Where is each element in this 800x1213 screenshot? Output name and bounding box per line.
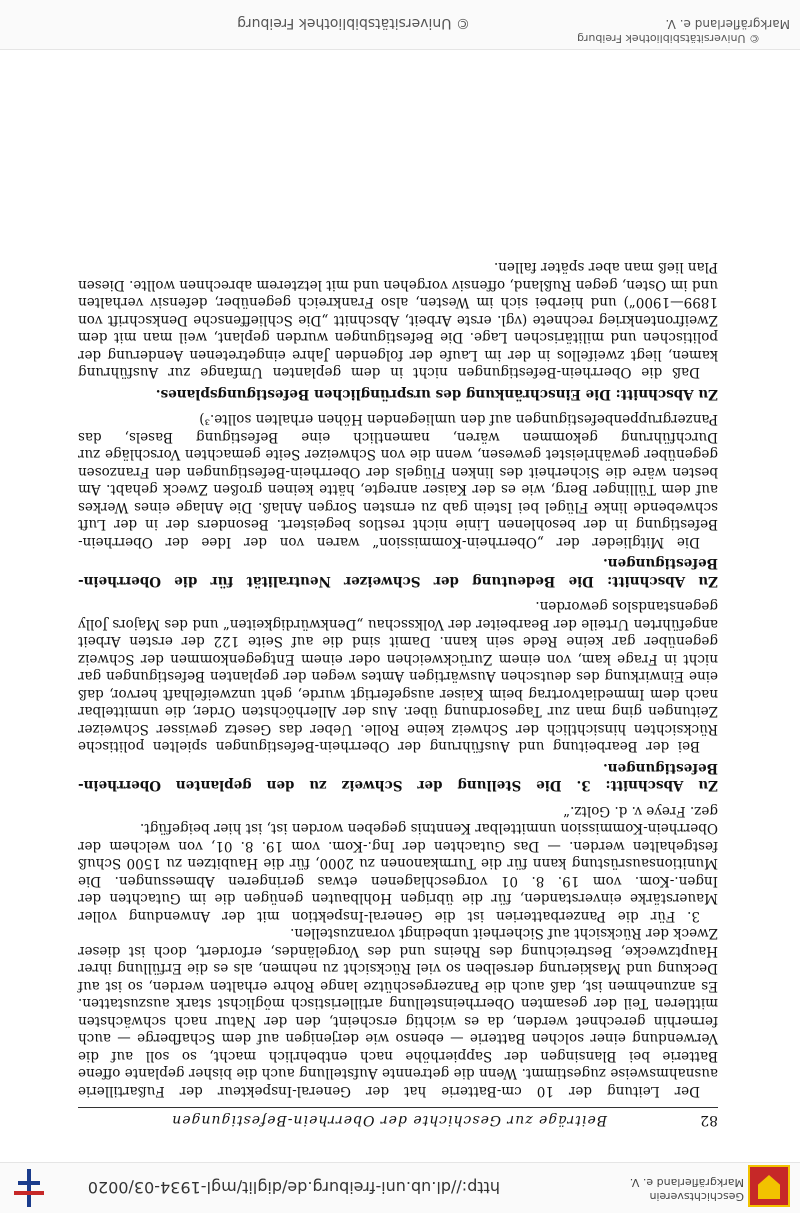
section-heading: Zu Abschnitt: Die Einschränkung des ursprünglichen Befestigungsplanes. bbox=[155, 386, 718, 402]
paragraph: Der Leitung der 10 cm-Batterie hat der General-Inspekteur der Fußartillerie ausnahmsweise zugestimmt. Wenn die getrennte Aufstellung auch die bisher geplante offene Batterie bei Blansingen der Sappierhöhe nach entbehrlich macht, so soll auf die Verwendung einer solchen Batterie — ebenso wie derjenigen auf dem Schafberge — auch fernerhin gerechnet werden, da es wichtig erscheint, den der Natur nach schwächsten mittleren Teil der gesamten Oberrheinstellung artilleristisch möglichst stark auszustatten. Es anzunehmen ist, daß auch die Panzergeschütze lange Rohre erhalten werden, so ist auf Deckung und Maskierung derselben so viel Rücksicht zu nehmen, als es die Erfüllung ihrer Hauptzwecke, Bestreichung des Rheins und des Vorgeländes, erfordert, doch ist dieser Zweck der Rücksicht auf Sicherheit unbedingt voranzustellen. bbox=[78, 925, 718, 1099]
society-crest-icon bbox=[748, 1165, 790, 1207]
paragraph: Bei der Bearbeitung und Ausführung der Oberrhein-Befestigungen spielten politische Rücksichten hinsichtlich der Schweiz keine Rolle. Ueber das Gesetz gewisser Schweizer Zeitungen ging man zur Tagesordnung über. Aus der Allerhöchsten Order, die unmittelbar nach dem Immediatvortrag beim Kaiser ausgefertigt wurde, geht unzweifelhaft hervor, daß eine Einwirkung des deutschen Auswärtigen Amtes wegen der geplanten Befestigungen gar nicht in Frage kam, von einem Zurückweichen oder einem Entgegenkommen der Schweiz gegenüber gar keine Rede sein kann. Damit sind die auf Seite 122 der ersten Arbeit angeführten Urteile der Bearbeiter der Volksschau „Denkwürdigkeiten“ und des Majors Jolly gegenstandslos geworden. bbox=[78, 598, 718, 755]
page-header bbox=[78, 1107, 718, 1128]
page-number: 82 bbox=[700, 1112, 718, 1128]
running-title: Beiträge zur Geschichte der Oberrhein-Befestigungen bbox=[171, 1112, 607, 1128]
signature: gez. Freye v. d. Goltz.“ bbox=[563, 803, 718, 819]
library-name-top-strip: © Universitätsbibliothek Freiburg bbox=[577, 32, 760, 45]
society-name-bottom: Markgräflerland e. V. bbox=[665, 17, 790, 31]
text-body bbox=[78, 258, 718, 1099]
society-name: Geschichtsverein Markgräflerland e. V. bbox=[629, 1176, 744, 1203]
university-library-logo-icon bbox=[14, 1169, 44, 1207]
library-copyright: © Universitätsbibliothek Freiburg bbox=[237, 15, 470, 31]
page-content bbox=[78, 258, 718, 1128]
paragraph: Daß die Oberrhein-Befestigungen nicht in dem geplanten Umfange zur Ausführung kamen, liegt zweifellos in der im Laufe der folgenden Jahre eingetretenen Aenderung der politischen und militärischen Lage. Die Befestigungen wurden geplant, weil man mit dem Zweifrontenkrieg rechnete (vgl. erste Arbeit, Abschnitt „Die Schlieffensche Denkschrift von 1899—1900“) und hierbei sich im Westen, also Frankreich gegenüber, defensiv verhalten und im Osten, gegen Rußland, offensiv vorgehen und mit letzterem abrechnen wollte. Diesen Plan ließ man aber später fallen. bbox=[78, 259, 718, 381]
library-bar-bottom bbox=[0, 0, 800, 50]
signature-line bbox=[78, 802, 718, 820]
section-heading: Zu Abschnitt: Die Bedeutung der Schweizer Neutralität für die Oberrhein-Befestigungen. bbox=[78, 555, 718, 589]
section-heading: Zu Abschnitt: 3. Die Stellung der Schweiz zu den geplanten Oberrhein-Befestigungen. bbox=[78, 760, 718, 794]
library-bar-top bbox=[0, 1162, 800, 1213]
paragraph: 3. Für die Panzerbatterien ist die General-Inspektion mit der Anwendung voller Mauerstärke einverstanden, für die übrigen Hohlbauten genügen die im Gutachten der Ingen.-Kom. vom 19. 8. 01 vorgeschlagenen etwas geringeren Abmessungen. Die Munitionsausrüstung kann für die Turmkanonen zu 2000, für die Haubitzen zu 1500 Schuß festgehalten werden. — Das Gutachten der Ing.-Kom. vom 19. 8. 01, von welchem der Oberrhein-Kommission unmittelbar Kenntnis gegeben worden ist, ist hier beigefügt. bbox=[78, 820, 718, 924]
paragraph: Die Mitglieder der „Oberrhein-Kommission“ waren von der Idee der Oberrhein-Befestigung in der besohlenen Linie nicht restlos begeistert. Besonders der in der Luft schwebende linke Flügel bei Istein gab zu ernsten Sorgen Anlaß. Die Anlage eines Werkes auf dem Tüllinger Berg, wie es der Kaiser anregte, hätte keinen großen Zweck gehabt. Am besten wäre die Sicherheit des linken Flügels der Oberrhein-Befestigungen den Franzosen gegenüber gewährleistet gewesen, wenn die von Schweizer Seite gemachten Vorschläge zur Durchführung gekommen wären, namentlich eine Befestigung Basels, das Panzergruppenbefestigungen auf den umliegenden Höhen erhalten sollte.³) bbox=[78, 411, 718, 550]
document-url[interactable]: http://dl.ub.uni-freiburg.de/diglit/mgl-1934-03/0020 bbox=[87, 1178, 500, 1197]
